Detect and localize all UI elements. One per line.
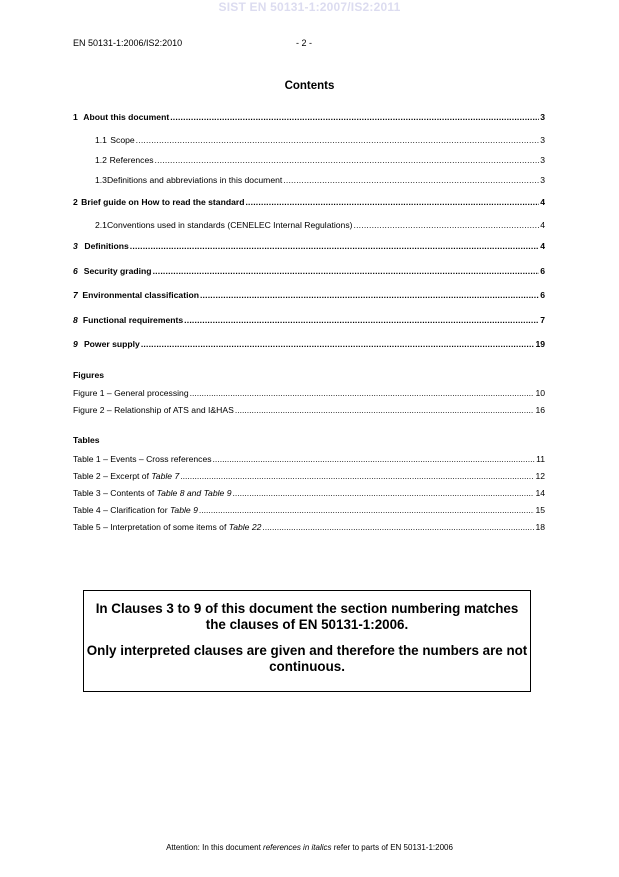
dot-leader [353, 220, 539, 230]
toc-label: Power supply [83, 339, 140, 349]
dot-leader [245, 197, 539, 207]
toc-page: 3 [540, 112, 545, 122]
note-paragraph-2: Only interpreted clauses are given and therefore the numbers are not continuous. [86, 643, 528, 674]
tables-heading: Tables [73, 435, 100, 445]
toc-number: 1.2 [95, 155, 107, 165]
dot-leader [170, 112, 539, 122]
figure-entry-1[interactable] [73, 388, 545, 398]
toc-entry-7[interactable] [73, 290, 545, 300]
page-title: Contents [284, 80, 335, 92]
toc-label: Conventions used in standards (CENELEC Internal Regulations) [106, 220, 353, 230]
dot-leader [180, 471, 534, 481]
figures-heading: Figures [73, 370, 105, 380]
dot-leader [155, 155, 540, 165]
table-entry-3[interactable] [73, 488, 545, 498]
toc-page: 3 [540, 175, 545, 185]
table-entry-5[interactable] [73, 522, 545, 532]
watermark: SIST EN 50131-1:2007/IS2:2011 [218, 0, 401, 14]
toc-label: Functional requirements [82, 315, 184, 325]
table-page: 18 [535, 522, 545, 532]
table-label: Table 2 – Excerpt of Table 7 [73, 471, 180, 481]
table-entry-1[interactable] [73, 454, 545, 464]
document-id: EN 50131-1:2006/IS2:2010 [73, 38, 183, 48]
toc-number: 1 [73, 112, 78, 122]
toc-label: About this document [83, 112, 170, 122]
footer-attention: Attention: In this document references in italics refer to parts of EN 50131-1:2006 [166, 843, 453, 852]
dot-leader [262, 522, 534, 532]
toc-entry-1[interactable] [73, 112, 545, 122]
toc-entry-3[interactable] [73, 241, 545, 251]
toc-entry-1-1[interactable] [95, 135, 545, 145]
toc-entry-2-1[interactable] [95, 220, 545, 230]
toc-label: Definitions [84, 241, 129, 251]
toc-number: 1.3 [95, 175, 107, 185]
toc-number: 8 [73, 315, 78, 325]
toc-entry-2[interactable] [73, 197, 545, 207]
dot-leader [232, 488, 534, 498]
table-label: Table 1 – Events – Cross references [73, 454, 212, 464]
toc-page: 4 [540, 241, 545, 251]
toc-number: 2.1 [95, 220, 107, 230]
toc-label: Definitions and abbreviations in this document [106, 175, 283, 185]
page-number: - 2 - [296, 38, 313, 48]
toc-page: 3 [540, 135, 545, 145]
table-label: Table 5 – Interpretation of some items of Table 22 [73, 522, 262, 532]
toc-page: 6 [540, 266, 545, 276]
toc-label: Scope [110, 135, 135, 145]
numbering-note-box [83, 590, 531, 692]
dot-leader [184, 315, 539, 325]
figure-label: Figure 2 – Relationship of ATS and I&HAS [73, 405, 234, 415]
table-entry-4[interactable] [73, 505, 545, 515]
dot-leader [283, 175, 539, 185]
toc-page: 4 [540, 220, 545, 230]
toc-entry-6[interactable] [73, 266, 545, 276]
toc-number: 2 [73, 197, 78, 207]
figure-page: 10 [535, 388, 545, 398]
toc-number: 7 [73, 290, 78, 300]
figure-entry-2[interactable] [73, 405, 545, 415]
table-page: 14 [535, 488, 545, 498]
toc-label: References [109, 155, 154, 165]
dot-leader [213, 454, 536, 464]
dot-leader [199, 505, 535, 515]
dot-leader [136, 135, 540, 145]
toc-label: Environmental classification [82, 290, 199, 300]
toc-entry-8[interactable] [73, 315, 545, 325]
dot-leader [153, 266, 540, 276]
dot-leader [190, 388, 535, 398]
toc-number: 6 [73, 266, 78, 276]
toc-page: 3 [540, 155, 545, 165]
dot-leader [235, 405, 535, 415]
toc-number: 1.1 [95, 135, 107, 145]
note-paragraph-1: In Clauses 3 to 9 of this document the section numbering matches the clauses of EN 50131-1:2006. [95, 601, 519, 632]
table-page: 12 [535, 471, 545, 481]
table-label: Table 4 – Clarification for Table 9 [73, 505, 198, 515]
table-page: 11 [536, 454, 545, 464]
table-page: 15 [535, 505, 545, 515]
toc-label: Security grading [83, 266, 152, 276]
figure-page: 16 [535, 405, 545, 415]
toc-number: 9 [73, 339, 78, 349]
toc-page: 7 [540, 315, 545, 325]
dot-leader [200, 290, 539, 300]
toc-entry-9[interactable] [73, 339, 545, 349]
dot-leader [130, 241, 539, 251]
toc-page: 4 [540, 197, 545, 207]
toc-page: 19 [535, 339, 545, 349]
toc-label: Brief guide on How to read the standard [81, 197, 245, 207]
toc-number: 3 [73, 241, 78, 251]
toc-page: 6 [540, 290, 545, 300]
dot-leader [141, 339, 535, 349]
toc-entry-1-2[interactable] [95, 155, 545, 165]
figure-label: Figure 1 – General processing [73, 388, 189, 398]
table-label: Table 3 – Contents of Table 8 and Table 9 [73, 488, 232, 498]
table-entry-2[interactable] [73, 471, 545, 481]
toc-entry-1-3[interactable] [95, 175, 545, 185]
